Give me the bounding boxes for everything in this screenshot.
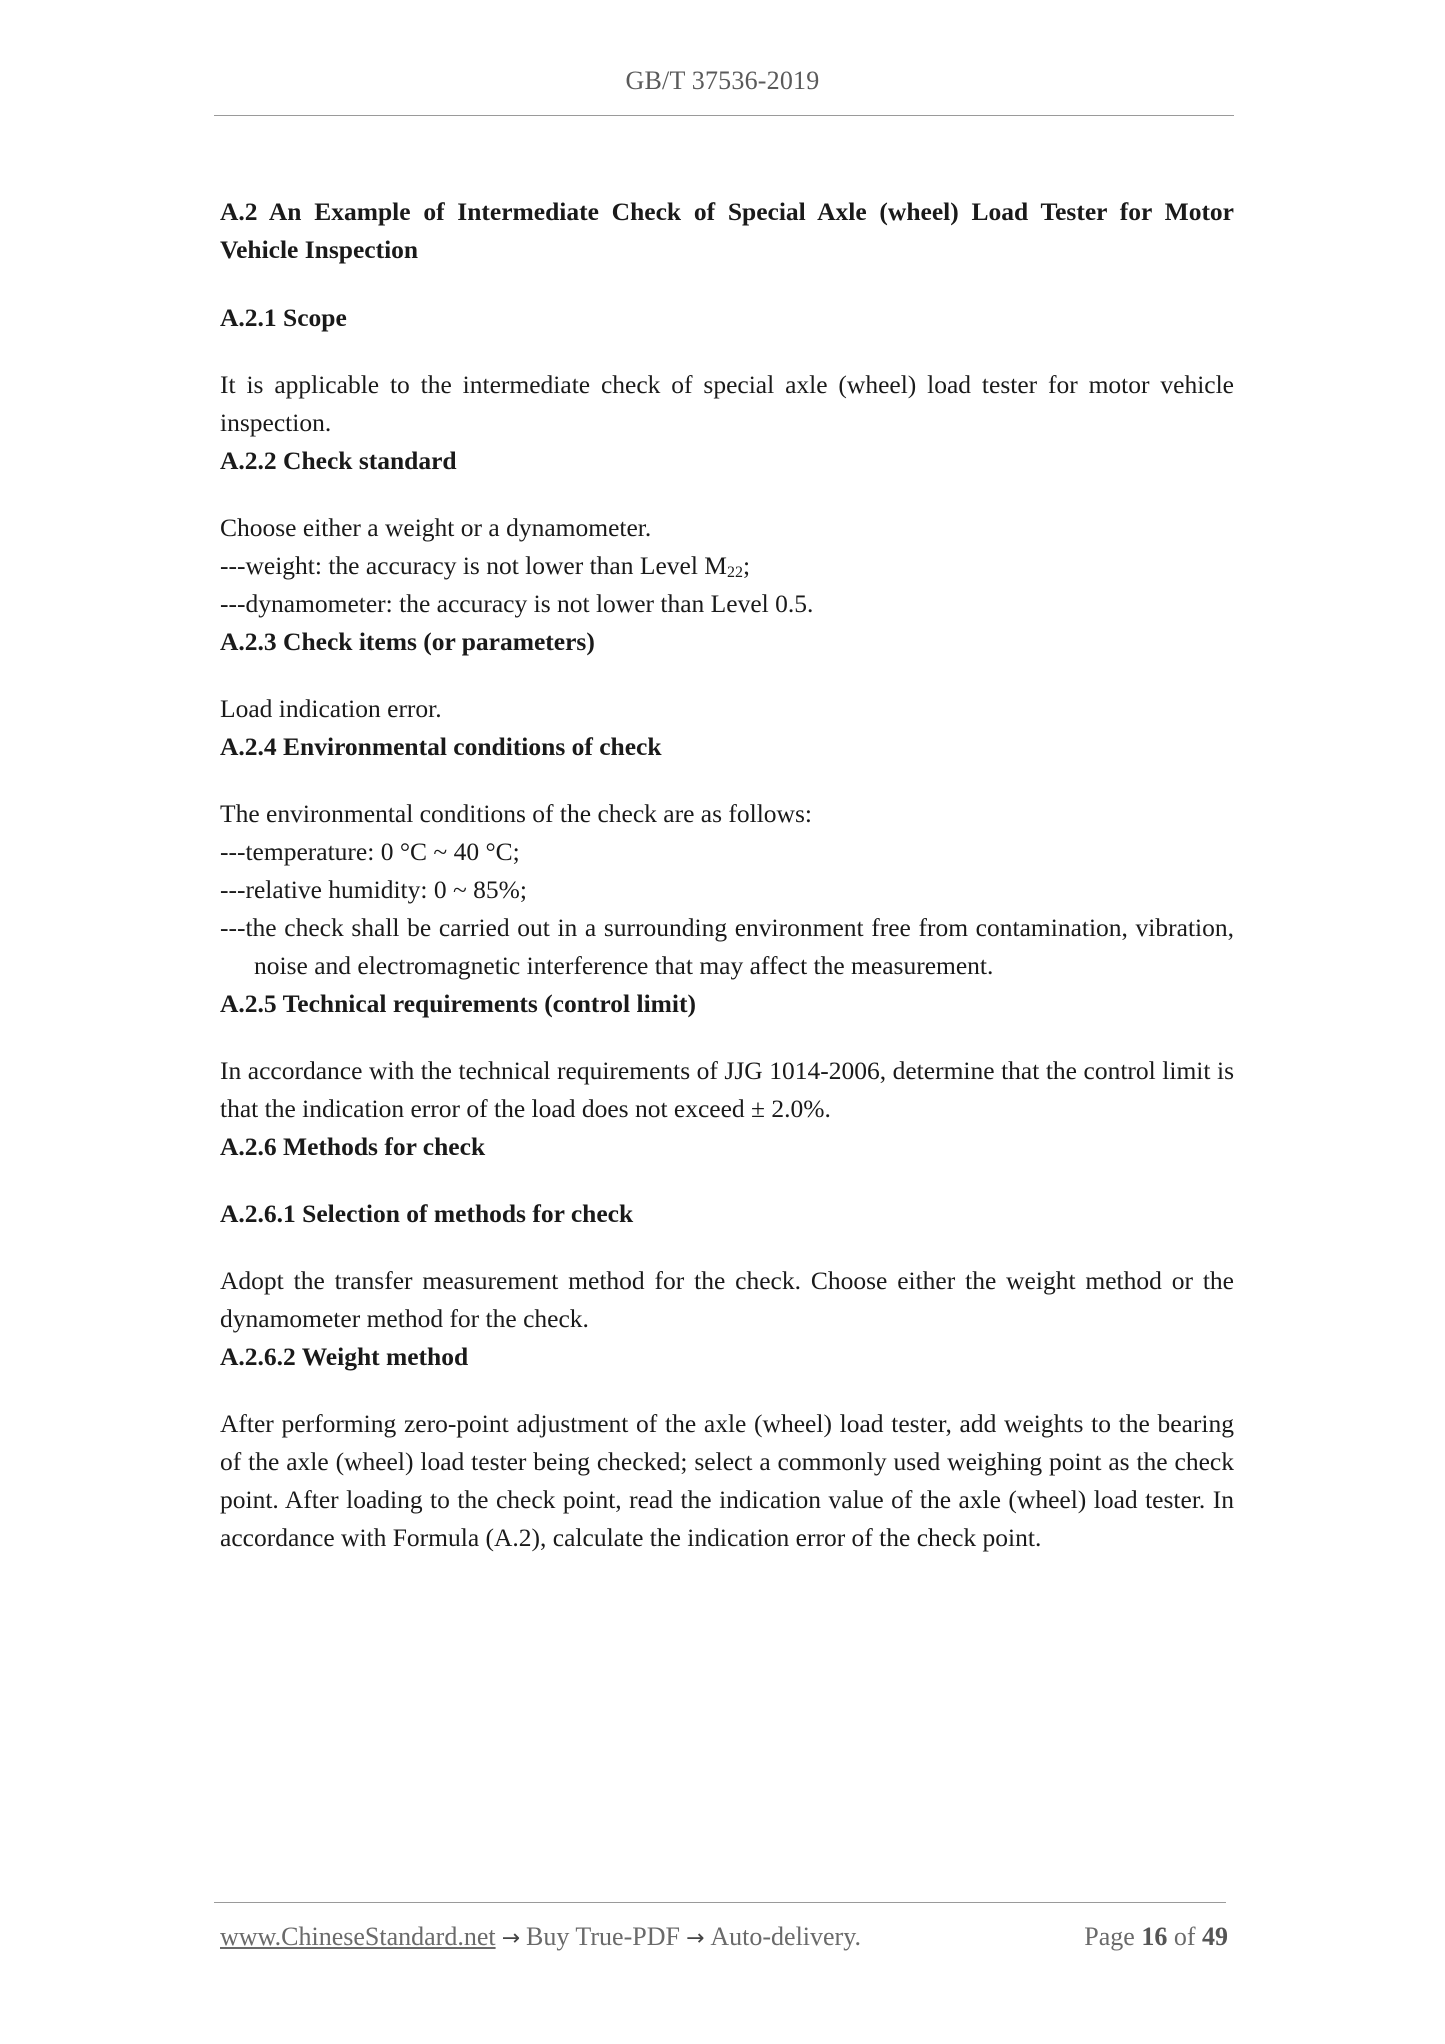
check-standard-heading: A.2.2 Check standard	[220, 446, 457, 475]
scope-text: It is applicable to the intermediate check of special axle (wheel) load tester for motor vehicle inspection.	[220, 370, 1234, 437]
page-current: 16	[1141, 1922, 1168, 1951]
selection-heading: A.2.6.1 Selection of methods for check	[220, 1199, 634, 1228]
environment-item-surroundings: ---the check shall be carried out in a surrounding environment free from contamination, vibration, noise and electromagnetic interference that may affect the measurement.	[220, 913, 1234, 980]
methods-heading: A.2.6 Methods for check	[220, 1132, 486, 1161]
technical-heading: A.2.5 Technical requirements (control limit)	[220, 989, 696, 1018]
environment-text: The environmental conditions of the check are as follows:	[220, 799, 812, 828]
website-link[interactable]: www.ChineseStandard.net	[220, 1922, 496, 1951]
environment-item-temperature: ---temperature: 0 °C ~ 40 °C;	[220, 837, 520, 866]
page-of: of	[1173, 1922, 1196, 1951]
selection-text: Adopt the transfer measurement method for the check. Choose either the weight method or the dynamometer method for the check.	[220, 1266, 1234, 1333]
page-total: 49	[1202, 1922, 1228, 1951]
check-items-heading: A.2.3 Check items (or parameters)	[220, 627, 595, 656]
weight-level-subscript: 22	[726, 564, 743, 581]
check-standard-text: Choose either a weight or a dynamometer.	[220, 513, 652, 542]
technical-text: In accordance with the technical requirements of JJG 1014-2006, determine that the control limit is that the indication error of the load does not exceed ± 2.0%.	[220, 1056, 1234, 1123]
weight-item-end: ;	[742, 551, 751, 580]
weight-method-heading: A.2.6.2 Weight method	[220, 1342, 469, 1371]
header-divider	[214, 115, 1234, 116]
weight-item-text: ---weight: the accuracy is not lower than Level M	[220, 551, 727, 580]
footer-promo	[220, 1922, 861, 1952]
buy-text: Buy True-PDF	[526, 1922, 680, 1951]
footer-divider	[214, 1902, 1226, 1903]
arrow-right-icon: →	[685, 1926, 705, 1951]
section-title: A.2 An Example of Intermediate Check of Special Axle (wheel) Load Tester for Motor Vehicle Inspection	[220, 197, 1234, 264]
document-body	[220, 193, 1234, 1557]
scope-heading: A.2.1 Scope	[220, 303, 347, 332]
page-number	[1084, 1922, 1228, 1952]
weight-method-text: After performing zero-point adjustment of the axle (wheel) load tester, add weights to the bearing of the axle (wheel) load tester being checked; select a commonly used weighing point as the check point. After loading to the check point, read the indication value of the axle (wheel) load tester. In accordance with Formula (A.2), calculate the indication error of the check point.	[220, 1409, 1234, 1552]
environment-heading: A.2.4 Environmental conditions of check	[220, 732, 662, 761]
environment-item-humidity: ---relative humidity: 0 ~ 85%;	[220, 875, 527, 904]
arrow-right-icon: →	[501, 1926, 521, 1951]
page-header-title: GB/T 37536-2019	[625, 66, 820, 95]
check-standard-item-dynamometer: ---dynamometer: the accuracy is not lower than Level 0.5.	[220, 589, 814, 618]
check-standard-item-weight	[220, 547, 1234, 585]
check-items-text: Load indication error.	[220, 694, 442, 723]
page-label: Page	[1084, 1922, 1135, 1951]
delivery-text: Auto-delivery.	[710, 1922, 862, 1951]
